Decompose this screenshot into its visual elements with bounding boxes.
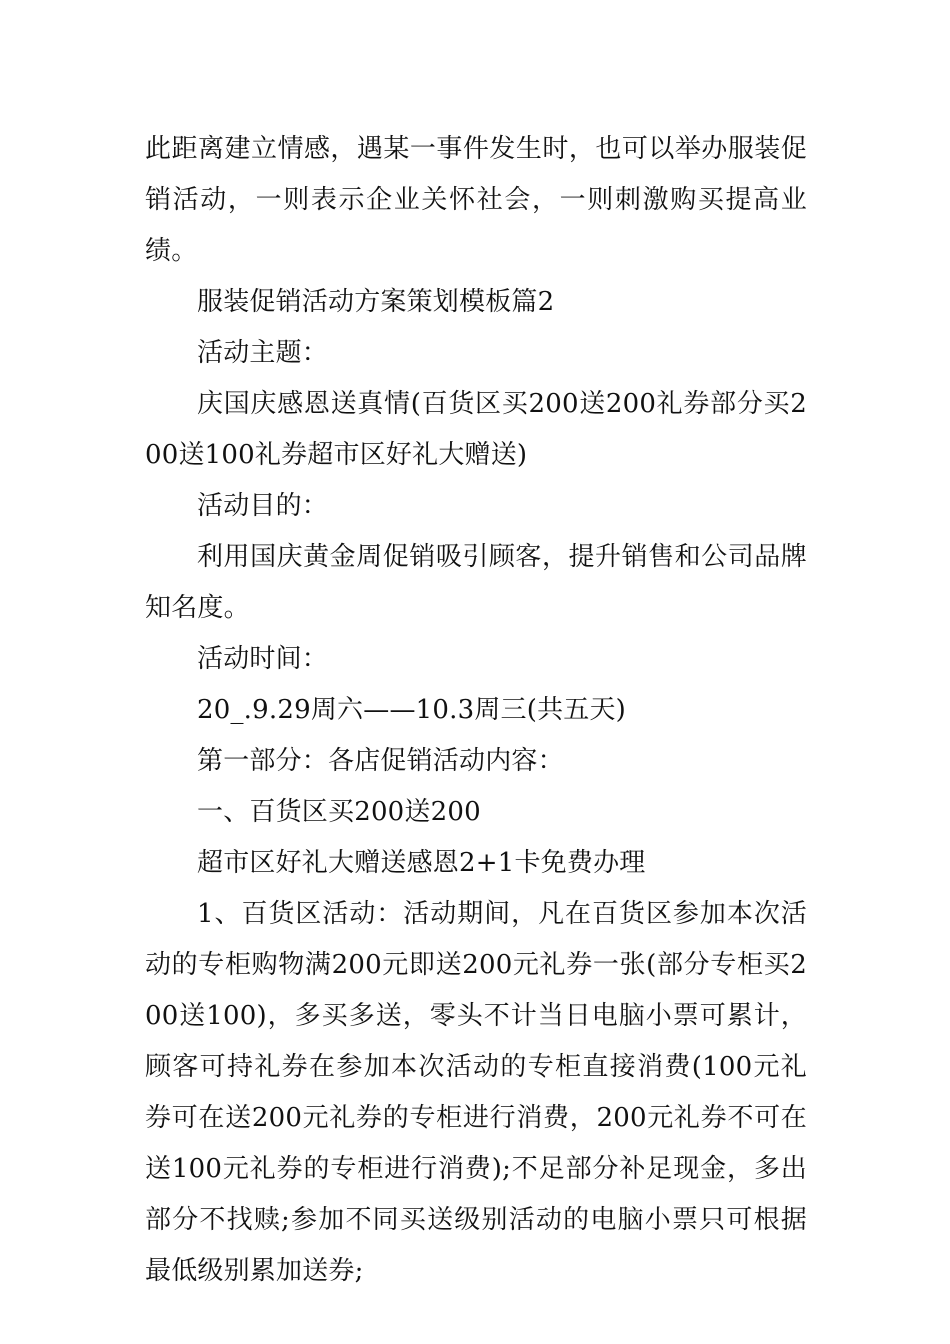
paragraph-activity-purpose: 利用国庆黄金周促销吸引顾客，提升销售和公司品牌知名度。 (145, 542, 807, 623)
label-activity-theme: 活动主题： (197, 338, 329, 368)
section-heading: 服装促销活动方案策划模板篇2 (197, 287, 555, 317)
part-one-heading: 第一部分：各店促销活动内容： (197, 746, 564, 776)
paragraph-intro-continued: 此距离建立情感，遇某一事件发生时，也可以举办服装促销活动，一则表示企业关怀社会，一则刺激购买提高业绩。 (145, 134, 807, 266)
paragraph-activity-time: 20_.9.29周六——10.3周三(共五天) (197, 695, 627, 725)
label-activity-time: 活动时间： (197, 644, 329, 674)
paragraph-department-store-activity: 1、百货区活动：活动期间，凡在百货区参加本次活动的专柜购物满200元即送200元礼券一张(部分专柜买200送100)，多买多送，零头不计当日电脑小票可累计，顾客可持礼券在参加本次活动的专柜直接消费(100元礼券可在送200元礼券的专柜进行消费，200元礼券不可在送100元礼券的专柜进行消费);不足部分补足现金，多出部分不找赎;参加不同买送级别活动的电脑小票只可根据最低级别累加送券; (145, 899, 807, 1286)
paragraph-activity-theme: 庆国庆感恩送真情(百货区买200送200礼券部分买200送100礼券超市区好礼大赠送) (145, 389, 807, 470)
label-activity-purpose: 活动目的： (197, 491, 329, 521)
document-body (145, 124, 807, 1297)
item-one-heading: 一、百货区买200送200 (197, 797, 481, 827)
item-one-subheading: 超市区好礼大赠送感恩2+1卡免费办理 (197, 848, 646, 878)
